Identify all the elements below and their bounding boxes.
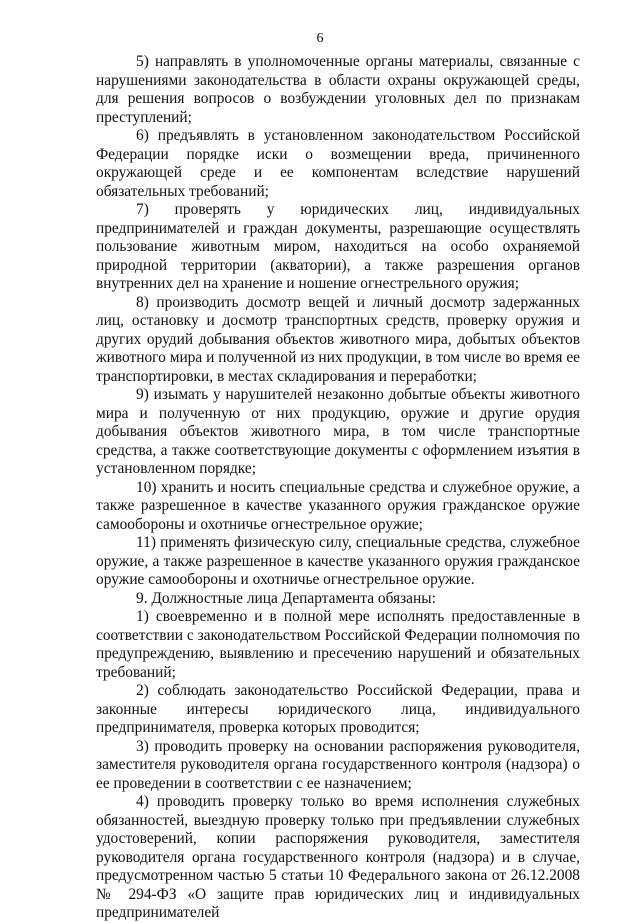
document-body (96, 53, 580, 923)
paragraph-obligations-item-1: 1) своевременно и в полной мере исполнять предоставленные в соответствии с законодательством Российской Федерации полномочия по предупреждению, выявлению и пресечению нарушений и обязательных требований; (96, 608, 580, 681)
paragraph-rights-item-9: 9) изымать у нарушителей незаконно добытые объекты животного мира и полученную от них продукцию, оружие и другие орудия добывания объектов животного мира, в том числе транспортные средства, а также соответствующие документы с оформлением изъятия в установленном порядке; (96, 386, 580, 477)
paragraph-rights-item-10: 10) хранить и носить специальные средства и служебное оружие, а также разрешенное в качестве указанного оружия гражданское оружие самообороны и охотничье огнестрельное оружие; (96, 478, 580, 533)
paragraph-rights-item-11: 11) применять физическую силу, специальные средства, служебное оружие, а также разрешенное в качестве указанного оружия гражданское оружие самообороны и охотничье огнестрельное оружие. (96, 534, 580, 588)
page-number: 6 (316, 31, 324, 46)
paragraph-rights-item-6: 6) предъявлять в установленном законодательством Российской Федерации порядке иски о возмещении вреда, причиненного окружающей среде и ее компонентам вследствие нарушений обязательных требований; (96, 127, 580, 200)
paragraph-obligations-item-2: 2) соблюдать законодательство Российской Федерации, права и законные интересы юридического лица, индивидуального предпринимателя, проверка которых проводится; (96, 682, 580, 736)
section-heading-obligations: 9. Должностные лица Департамента обязаны: (136, 589, 436, 607)
paragraph-rights-item-8: 8) производить досмотр вещей и личный досмотр задержанных лиц, остановку и досмотр транспортных средств, проверку оружия и других орудий добывания объектов животного мира, добытых объектов животного мира и полученной из них продукции, в том числе во время ее транспортировки, в местах складирования и переработки; (96, 293, 580, 385)
paragraph-obligations-item-4: 4) проводить проверку только во время исполнения служебных обязанностей, выездную проверку только при предъявлении служебных удостоверений, копии распоряжения руководителя, заместителя руководителя органа государственного контроля (надзора) и в случае, предусмотренном частью 5 статьи 10 Федерального закона от 26.12.2008 № 294-ФЗ «О защите прав юридических лиц и индивидуальных предпринимателей (96, 793, 580, 921)
paragraph-rights-item-5: 5) направлять в уполномоченные органы материалы, связанные с нарушениями законодательства в области охраны окружающей среды, для решения вопросов о возбуждении уголовных дел по признакам преступлений; (96, 53, 580, 126)
paragraph-rights-item-7: 7) проверять у юридических лиц, индивидуальных предпринимателей и граждан документы, разрешающие осуществлять пользование животным миром, находиться на особо охраняемой природной территории (акватории), а также разрешения органов внутренних дел на хранение и ношение огнестрельного оружия; (96, 201, 580, 292)
paragraph-obligations-item-3: 3) проводить проверку на основании распоряжения руководителя, заместителя руководителя органа государственного контроля (надзора) о ее проведении в соответствии с ее назначением; (96, 737, 580, 792)
